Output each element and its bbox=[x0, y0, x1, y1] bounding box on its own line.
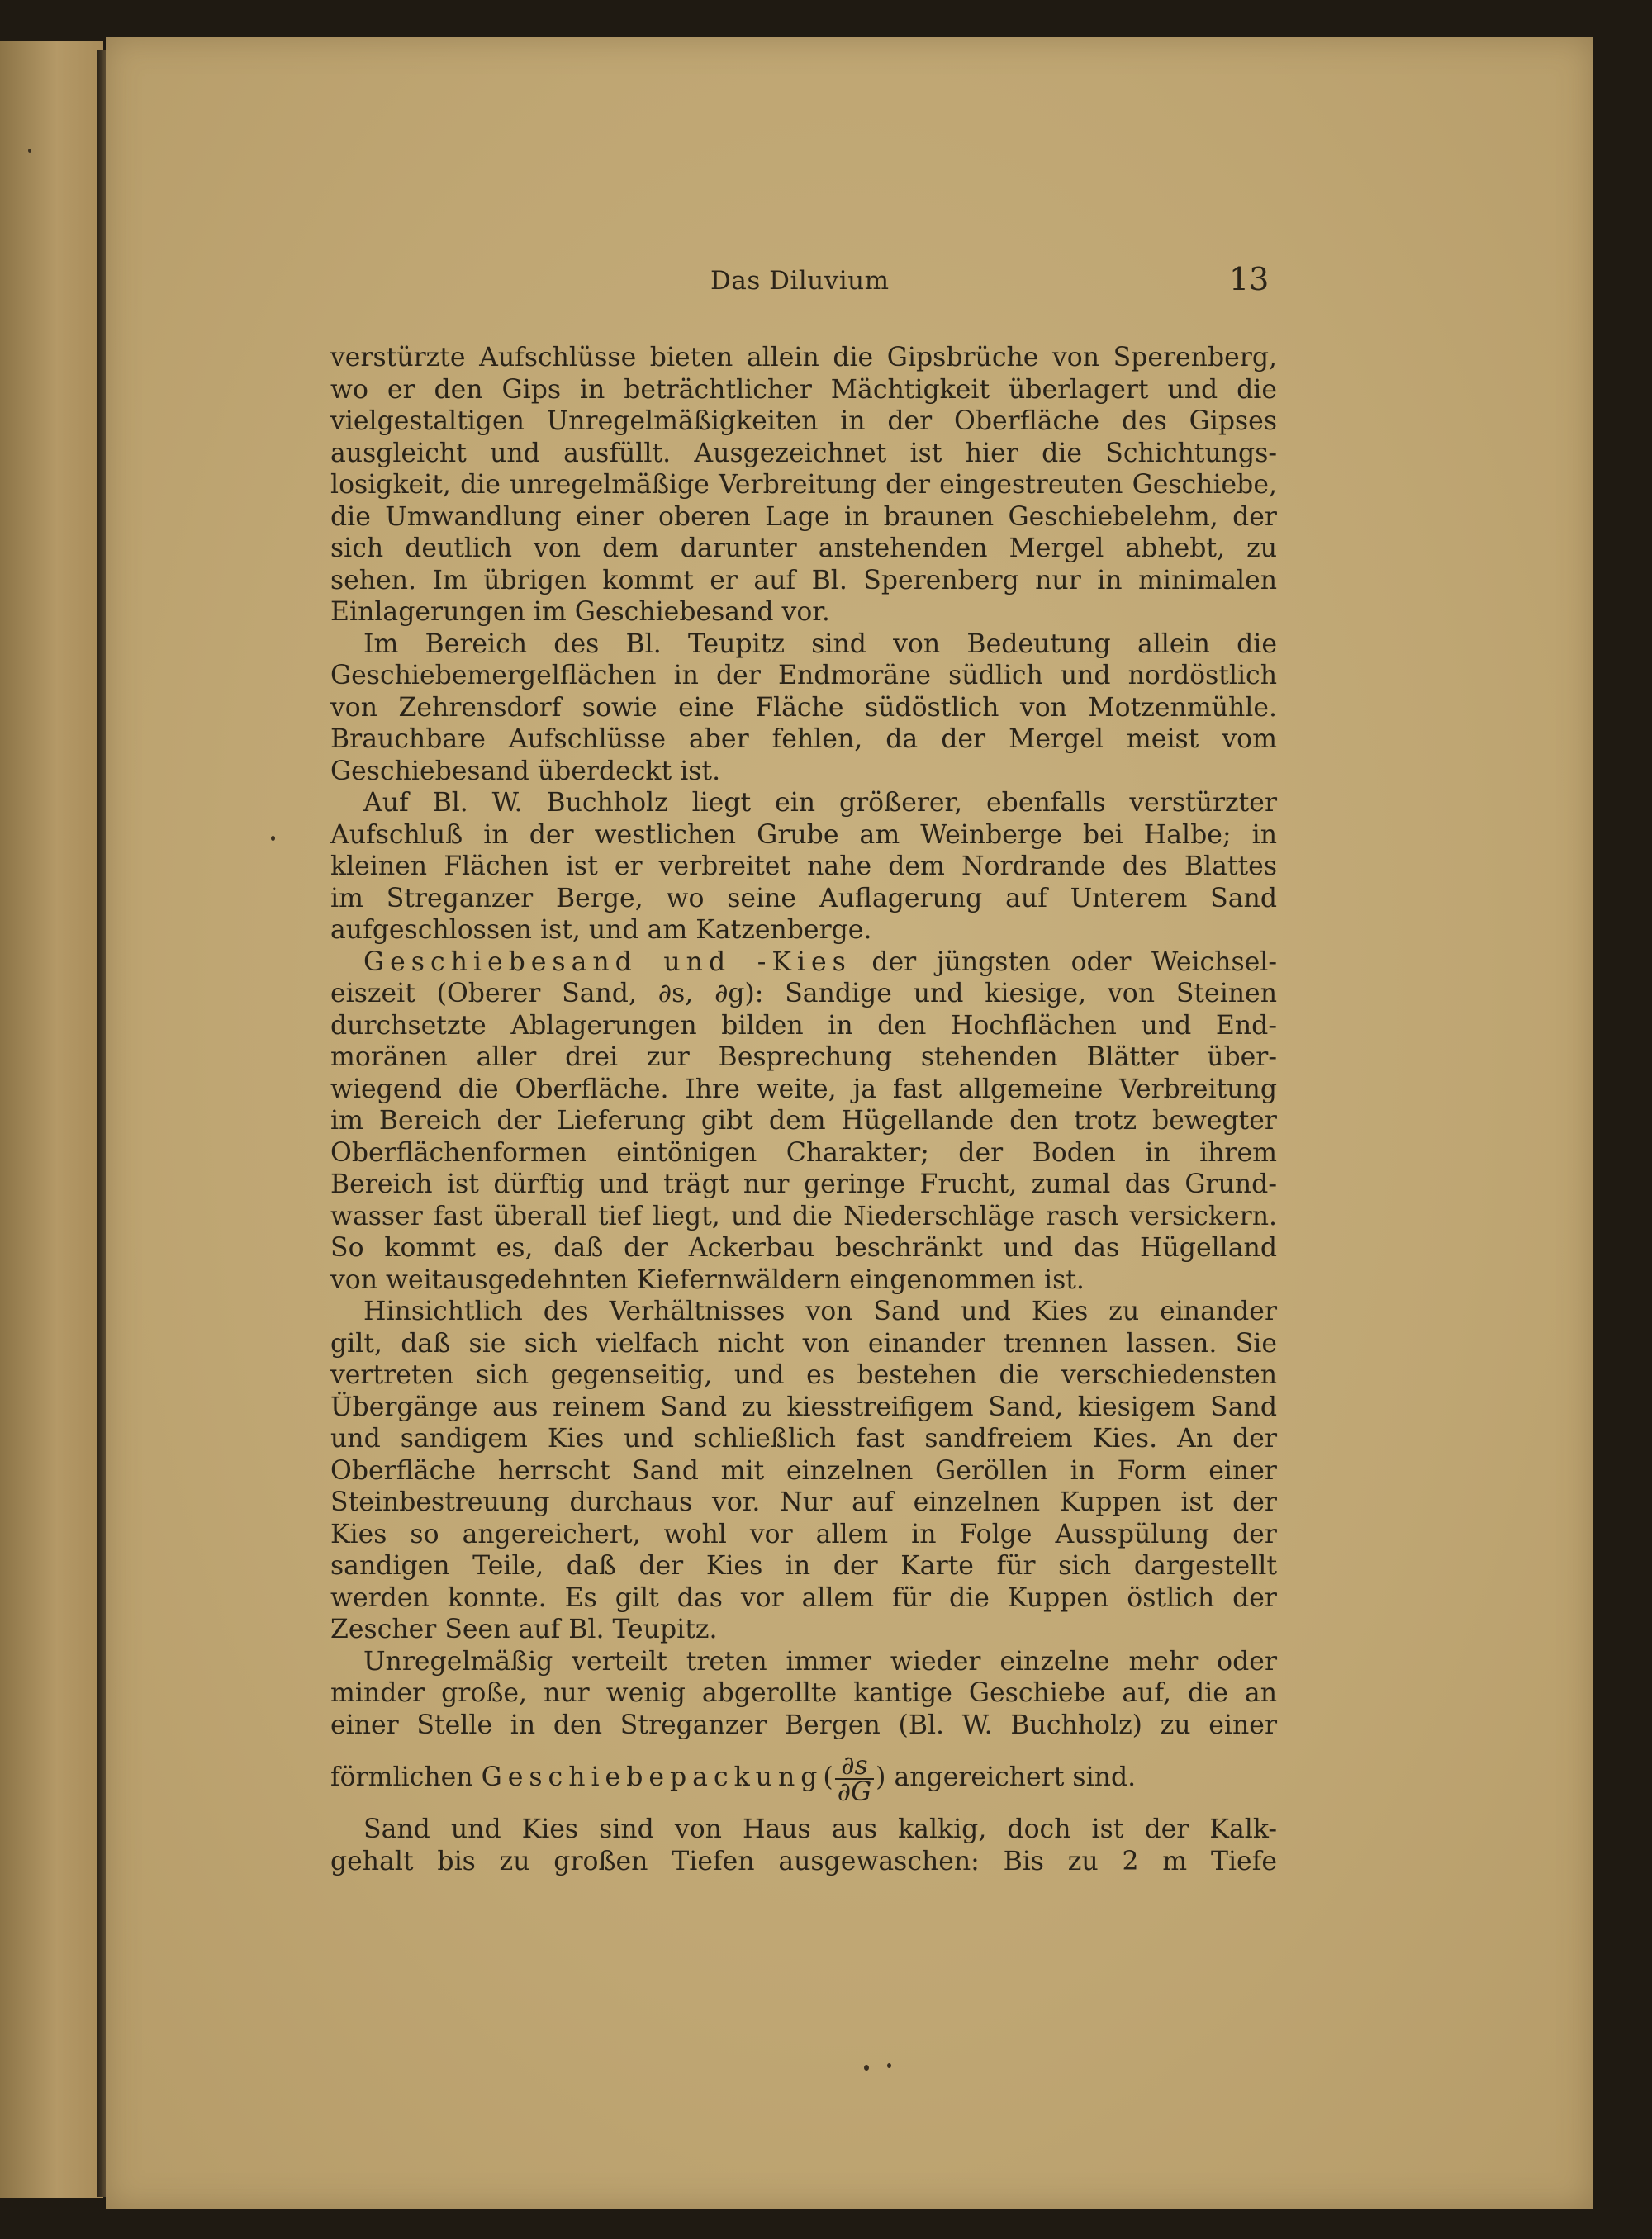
formula-text-before: förmlichen bbox=[330, 1762, 482, 1792]
text-line: Übergänge aus reinem Sand zu kiesstreifigem Sand, kiesigem Sand bbox=[330, 1392, 1277, 1422]
page-number: 13 bbox=[1229, 261, 1270, 297]
text-line: ausgleicht und ausfüllt. Ausgezeichnet ist hier die Schichtungs- bbox=[330, 438, 1277, 468]
text-line: losigkeit, die unregelmäßige Verbreitung der eingestreuten Geschiebe, bbox=[330, 470, 1277, 500]
text-line: Zescher Seen auf Bl. Teupitz. bbox=[330, 1615, 718, 1644]
section-heading: Geschiebesand und -Kies bbox=[363, 946, 852, 977]
paper-speck bbox=[271, 836, 275, 841]
text-line: durchsetzte Ablagerungen bilden in den Hochflächen und End- bbox=[330, 1010, 1277, 1041]
text-line: sehen. Im übrigen kommt er auf Bl. Sperenberg nur in minimalen bbox=[330, 565, 1277, 595]
section-heading-line bbox=[330, 946, 1277, 979]
running-title: Das Diluvium bbox=[710, 266, 890, 296]
text-line: werden konnte. Es gilt das vor allem für die Kuppen östlich der bbox=[330, 1582, 1277, 1613]
text-line: moränen aller drei zur Besprechung stehenden Blätter über- bbox=[330, 1042, 1277, 1072]
formula-line bbox=[330, 1741, 1277, 1814]
text-line: Oberflächenformen eintönigen Charakter; der Boden in ihrem bbox=[330, 1137, 1277, 1168]
text-line: einer Stelle in den Streganzer Bergen (Bl. W. Buchholz) zu einer bbox=[330, 1710, 1277, 1740]
text-line: im Bereich der Lieferung gibt dem Hügellande den trotz bewegter bbox=[330, 1106, 1277, 1136]
text-line: minder große, nur wenig abgerollte kantige Geschiebe auf, die an bbox=[330, 1678, 1277, 1708]
text-line: Sand und Kies sind von Haus aus kalkig, doch ist der Kalk- bbox=[363, 1814, 1277, 1844]
text-line: im Streganzer Berge, wo seine Auflagerung auf Unterem Sand bbox=[330, 883, 1277, 913]
paper-speck bbox=[887, 2063, 891, 2068]
text-line: und sandigem Kies und schließlich fast sandfreiem Kies. An der bbox=[330, 1424, 1277, 1454]
fraction bbox=[835, 1750, 874, 1807]
text-line: gehalt bis zu großen Tiefen ausgewaschen: Bis zu 2 m Tiefe bbox=[330, 1846, 1277, 1876]
paren-close: ) bbox=[876, 1762, 886, 1792]
text-line: Geschiebemergelflächen in der Endmoräne südlich und nordöstlich bbox=[330, 661, 1277, 690]
text-line: Bereich ist dürftig und trägt nur geringe Frucht, zumal das Grund- bbox=[330, 1169, 1277, 1199]
paper-speck bbox=[28, 149, 31, 153]
text-line: sich deutlich von dem darunter anstehenden Mergel abhebt, zu bbox=[330, 534, 1277, 563]
facing-page-edge bbox=[0, 41, 103, 2198]
formula-term: Geschiebepackung bbox=[481, 1762, 824, 1792]
text-line: Hinsichtlich des Verhältnisses von Sand und Kies zu einander bbox=[363, 1297, 1277, 1326]
text-line: Kies so angereichert, wohl vor allem in Folge Ausspülung der bbox=[330, 1519, 1277, 1549]
text-line: gilt, daß sie sich vielfach nicht von einander trennen lassen. Sie bbox=[330, 1328, 1277, 1359]
text-line: Oberfläche herrscht Sand mit einzelnen Geröllen in Form einer bbox=[330, 1455, 1277, 1486]
fraction-numerator: ∂s bbox=[835, 1753, 874, 1780]
paren-open: ( bbox=[823, 1762, 833, 1792]
body-text bbox=[330, 342, 1277, 1877]
text-line: verstürzte Aufschlüsse bieten allein die Gipsbrüche von Sperenberg, bbox=[330, 343, 1277, 372]
text-line: Einlagerungen im Geschiebesand vor. bbox=[330, 597, 830, 627]
text-line: Aufschluß in der westlichen Grube am Weinberge bei Halbe; in bbox=[330, 819, 1277, 850]
text-line: eiszeit (Oberer Sand, ∂s, ∂g): Sandige und kiesige, von Steinen bbox=[330, 979, 1277, 1008]
text-line: die Umwandlung einer oberen Lage in braunen Geschiebelehm, der bbox=[330, 501, 1277, 532]
text-line: von Zehrensdorf sowie eine Fläche südöstlich von Motzenmühle. bbox=[330, 692, 1277, 723]
text-line: Unregelmäßig verteilt treten immer wieder einzelne mehr oder bbox=[363, 1646, 1277, 1677]
text-line: Steinbestreuung durchaus vor. Nur auf einzelnen Kuppen ist der bbox=[330, 1487, 1277, 1517]
fraction-denominator: ∂G bbox=[837, 1776, 872, 1807]
text-line: Auf Bl. W. Buchholz liegt ein größerer, ebenfalls verstürzter bbox=[363, 788, 1277, 818]
formula-text-after: angereichert sind. bbox=[885, 1762, 1137, 1792]
text-line: vertreten sich gegenseitig, und es bestehen die verschiedensten bbox=[330, 1360, 1277, 1390]
text-line: So kommt es, daß der Ackerbau beschränkt und das Hügelland bbox=[330, 1233, 1277, 1263]
text-line: Brauchbare Aufschlüsse aber fehlen, da der Mergel meist vom bbox=[330, 724, 1277, 754]
text-line: von weitausgedehnten Kiefernwäldern eingenommen ist. bbox=[330, 1264, 1085, 1295]
section-heading-rest: der jüngsten oder Weichsel- bbox=[851, 946, 1277, 977]
paper-speck bbox=[864, 2065, 869, 2071]
text-line: aufgeschlossen ist, und am Katzenberge. bbox=[330, 915, 872, 945]
text-line: wasser fast überall tief liegt, und die Niederschläge rasch versickern. bbox=[330, 1201, 1277, 1231]
text-line: Im Bereich des Bl. Teupitz sind von Bedeutung allein die bbox=[363, 629, 1277, 659]
text-line: vielgestaltigen Unregelmäßigkeiten in der Oberfläche des Gipses bbox=[330, 406, 1277, 436]
text-line: wo er den Gips in beträchtlicher Mächtigkeit überlagert und die bbox=[330, 374, 1277, 405]
text-line: kleinen Flächen ist er verbreitet nahe dem Nordrande des Blattes bbox=[330, 851, 1277, 881]
text-line: sandigen Teile, daß der Kies in der Karte für sich dargestellt bbox=[330, 1551, 1277, 1581]
text-line: Geschiebesand überdeckt ist. bbox=[330, 756, 721, 786]
text-line: wiegend die Oberfläche. Ihre weite, ja fast allgemeine Verbreitung bbox=[330, 1074, 1277, 1104]
